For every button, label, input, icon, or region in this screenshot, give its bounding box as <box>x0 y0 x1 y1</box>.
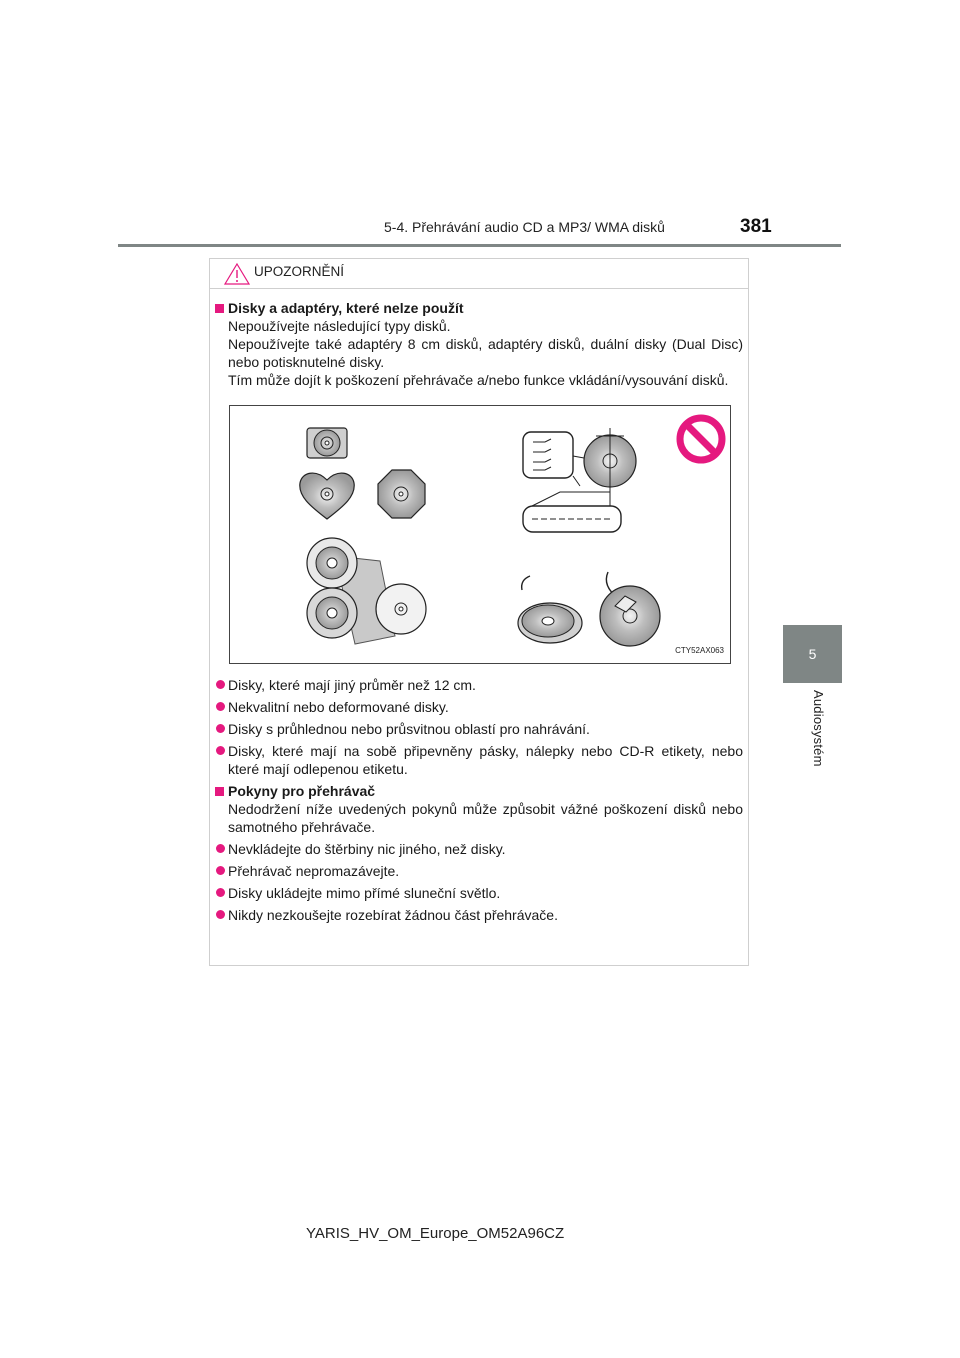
warning-triangle-icon <box>224 263 250 285</box>
figure-code: CTY52AX063 <box>675 646 724 655</box>
bullet-item: Přehrávač nepromazávejte. <box>215 862 743 880</box>
document-code: YARIS_HV_OM_Europe_OM52A96CZ <box>306 1225 565 1242</box>
running-header-section: 5-4. Přehrávání audio CD a MP3/ WMA disků <box>384 219 665 235</box>
bullet-item: Nikdy nezkoušejte rozebírat žádnou část přehrávače. <box>215 906 743 924</box>
bullet-item: Disky s průhlednou nebo průsvitnou oblastí pro nahrávání. <box>215 720 743 738</box>
warning-header <box>210 259 748 289</box>
bullet-dot-icon <box>216 866 225 875</box>
square-bullet-icon <box>215 304 224 313</box>
adapter-discs-icon <box>307 538 426 644</box>
warning-title: UPOZORNĚNÍ <box>254 264 345 279</box>
header-rule <box>118 244 841 247</box>
bullet-dot-icon <box>216 680 225 689</box>
disc-cross-section-icon <box>523 428 636 532</box>
bullet-dot-icon <box>216 844 225 853</box>
section-paragraph: Nedodržení níže uvedených pokynů může způsobit vážné poškození disků nebo samotného přehrávače. <box>228 801 743 835</box>
octagon-disc-icon <box>378 470 425 518</box>
page-number: 381 <box>740 216 772 237</box>
square-bullet-icon <box>215 787 224 796</box>
bullet-item: Disky, které mají jiný průměr než 12 cm. <box>215 676 743 694</box>
discs-illustration <box>230 406 730 663</box>
bullet-dot-icon <box>216 702 225 711</box>
bullet-item: Nevkládejte do štěrbiny nic jiného, než disky. <box>215 840 743 858</box>
bullet-dot-icon <box>216 888 225 897</box>
peeling-label-discs-icon <box>518 572 660 646</box>
chapter-tab <box>783 625 842 683</box>
prohibition-icon <box>680 418 722 460</box>
bullet-dot-icon <box>216 746 225 755</box>
section-heading-discs: Disky a adaptéry, které nelze použít <box>215 299 743 317</box>
chapter-label: Audiosystém <box>811 690 826 767</box>
warning-content <box>215 299 743 924</box>
small-disc-icon <box>307 428 347 458</box>
bullet-item: Disky ukládejte mimo přímé sluneční světlo. <box>215 884 743 902</box>
unusable-discs-figure <box>229 405 731 664</box>
heart-disc-icon <box>300 473 354 519</box>
chapter-number: 5 <box>808 646 817 662</box>
section-paragraph: Nepoužívejte následující typy disků. Nepoužívejte také adaptéry 8 cm disků, adaptéry disků, duální disky (Dual Disc) nebo potisknutelné disky. Tím může dojít k poškození přehrávače a/nebo funkce vkládání/vysouvání disků. <box>228 318 743 388</box>
bullet-item: Disky, které mají na sobě připevněny pásky, nálepky nebo CD-R etikety, nebo které mají odlepenou etiketu. <box>215 742 743 778</box>
bullet-item: Nekvalitní nebo deformované disky. <box>215 698 743 716</box>
bullet-dot-icon <box>216 724 225 733</box>
warning-box <box>209 258 749 966</box>
bullet-dot-icon <box>216 910 225 919</box>
section-heading-player: Pokyny pro přehrávač <box>215 782 743 800</box>
